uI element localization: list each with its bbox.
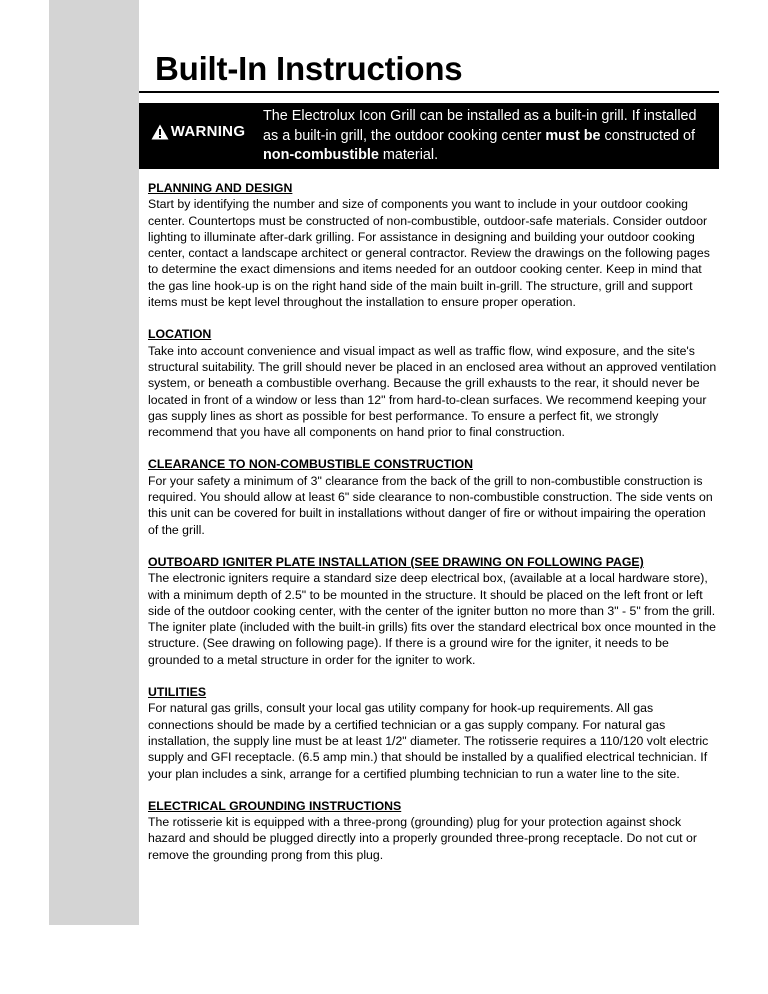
section-heading: OUTBOARD IGNITER PLATE INSTALLATION (SEE DRAWING ON FOLLOWING PAGE) [148,554,644,569]
section-heading: PLANNING AND DESIGN [148,181,293,195]
section-electrical-grounding [148,798,718,863]
section-heading: UTILITIES [148,685,207,700]
warning-bold-non-combustible: non-combustible [263,147,379,163]
section-body: Start by identifying the number and size of components you want to include in your outdoor cooking center. Countertops must be constructed of non-combustible, outdoor-safe materials. Consider outdoor lighting to illuminate after-dark grilling. For assistance in designing and building your outdoor cooking center, contact a landscape architect or general contractor. Review the drawings on the following pages to determine the exact dimensions and items needed for an outdoor cooking center. Keep in mind that the gas line hook-up is on the right hand side of the main built in-grill. The structure, grill and support items must be kept level throughout the installation to ensure proper operation. [148,197,710,310]
page-title: Built-In Instructions [155,50,463,87]
section-heading: LOCATION [148,327,212,342]
section-heading: ELECTRICAL GROUNDING INSTRUCTIONS [148,798,402,813]
warning-label [143,123,253,140]
section-body: Take into account convenience and visual impact as well as traffic flow, wind exposure, and the site's structural suitability. The grill should never be placed in an enclosed area without an approved ventilation system, or beneath a combustible overhang. Because the grill exhausts to the rear, it should never be located in front of a window or less than 12" from hard-to-clean surfaces. We recommend keeping your gas supply lines as short as possible for best performance. To ensure a perfect fit, we strongly recommend that you have all components on hand prior to final construction. [148,343,717,440]
warning-box [139,103,719,169]
title-divider [139,91,719,93]
section-clearance [148,456,718,537]
section-heading: CLEARANCE TO NON-COMBUSTIBLE CONSTRUCTION [148,457,473,472]
warning-bold-must-be: must be [545,127,601,144]
warning-text-part1: The Electrolux Icon Grill can be installed as a built-in grill. If installed as a built-in grill, the outdoor cooking center [263,108,697,144]
section-igniter-plate [148,554,718,668]
warning-text-part2: constructed of [600,127,695,144]
section-location [148,326,718,440]
warning-text-part3: material. [378,147,439,163]
section-body: The rotisserie kit is equipped with a three-prong (grounding) plug for your protection against shock hazard and should be plugged directly into a properly grounded three-prong receptacle. Do not cut or remove the grounding prong from this plug. [148,815,697,862]
warning-triangle-icon [151,124,169,140]
warning-label-text: WARNING [170,123,246,140]
section-body: For natural gas grills, consult your local gas utility company for hook-up requirements. All gas connections should be made by a certified technician or a gas supply company. For natural gas installation, the supply line must be at least 1/2" diameter. The rotisserie requires a 110/120 volt electric supply and GFI receptacle. (6.5 amp min.) that should be installed by a qualified electrical technician. If your plan includes a sink, arrange for a certified plumbing technician to run a water line to the site. [148,701,709,781]
warning-text [263,107,715,166]
instructions-content [148,180,718,879]
margin-bar [49,0,139,925]
section-body: The electronic igniters require a standard size deep electrical box, (available at a local hardware store), with a minimum depth of 2.5" to be mounted in the structure. It should be placed on the left front or left side of the outdoor cooking center, with the center of the igniter button no more than 3" - 5" from the grill. The igniter plate (included with the built-in grills) fits over the standard electrical box once mounted in the structure. (See drawing on following page). If there is a ground wire for the igniter, it needs to be grounded to a metal structure in order for the igniter to work. [148,571,717,667]
section-body: For your safety a minimum of 3" clearance from the back of the grill to non-combustible construction is required. You should allow at least 6" side clearance to non-combustible construction. The side vents on this unit can be covered for built in installations without danger of fire or without impairing the operation of the grill. [148,473,713,537]
section-utilities [148,684,718,782]
section-planning-and-design [148,180,718,310]
